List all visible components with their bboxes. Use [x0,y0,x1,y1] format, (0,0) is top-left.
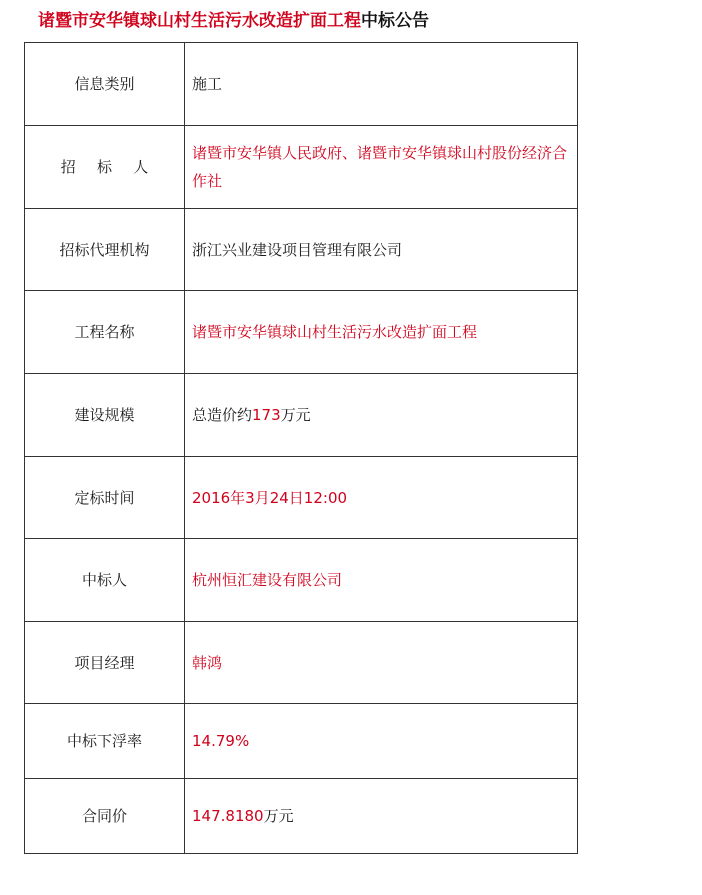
page-title-suffix: 中标公告 [361,11,429,31]
row-label: 中标人 [25,539,185,622]
row-value [185,374,578,457]
table-row [25,209,578,291]
scale-number: 173 [252,406,281,424]
row-label: 信息类别 [25,43,185,126]
row-value [185,779,578,854]
row-label: 中标下浮率 [25,704,185,779]
page-title-project: 诸暨市安华镇球山村生活污水改造扩面工程 [38,11,361,31]
row-value: 杭州恒汇建设有限公司 [185,539,578,622]
table-row [25,622,578,704]
page-title [38,10,429,32]
row-value: 14.79% [185,704,578,779]
row-value: 浙江兴业建设项目管理有限公司 [185,209,578,291]
award-notice-table [24,42,578,854]
row-value: 诸暨市安华镇球山村生活污水改造扩面工程 [185,291,578,374]
row-label-text: 招 标 人 [60,158,157,176]
row-label: 工程名称 [25,291,185,374]
table-row [25,457,578,539]
table-row [25,779,578,854]
row-label: 招标代理机构 [25,209,185,291]
price-suffix: 万元 [263,807,294,825]
row-value: 施工 [185,43,578,126]
row-value: 韩鸿 [185,622,578,704]
row-value: 诸暨市安华镇人民政府、诸暨市安华镇球山村股份经济合作社 [185,126,578,209]
table-row [25,291,578,374]
row-label: 项目经理 [25,622,185,704]
table-row [25,539,578,622]
scale-suffix: 万元 [280,406,311,424]
table-row [25,43,578,126]
row-label: 建设规模 [25,374,185,457]
row-label: 合同价 [25,779,185,854]
table-row [25,374,578,457]
scale-prefix: 总造价约 [192,406,253,424]
row-value: 2016年3月24日12:00 [185,457,578,539]
table-row [25,126,578,209]
row-label: 定标时间 [25,457,185,539]
price-number: 147.8180 [192,807,264,825]
table-row [25,704,578,779]
row-label [25,126,185,209]
